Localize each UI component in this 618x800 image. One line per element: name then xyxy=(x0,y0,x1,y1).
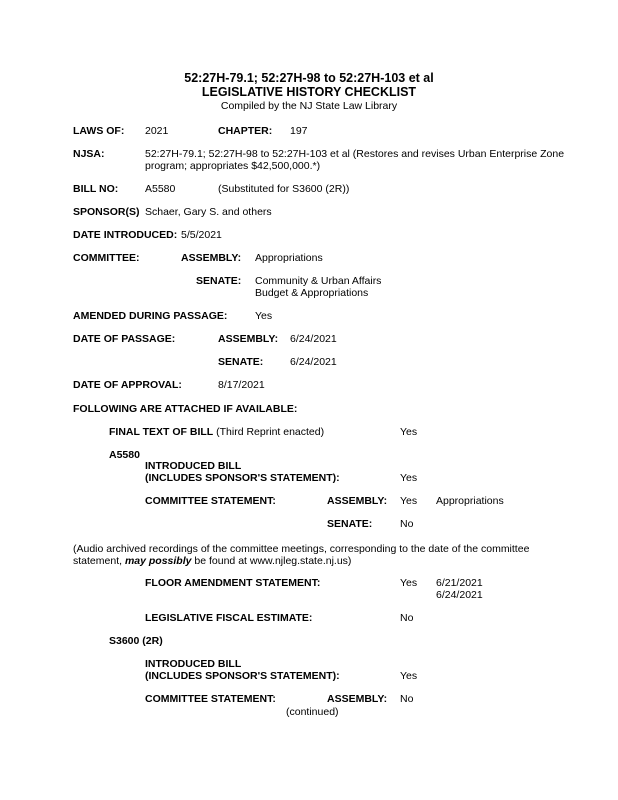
laws-of-value: 2021 xyxy=(145,125,169,137)
committee-assembly-value: Appropriations xyxy=(255,252,323,264)
attached-heading: FOLLOWING ARE ATTACHED IF AVAILABLE: xyxy=(73,403,298,415)
committee-assembly-label: ASSEMBLY: xyxy=(181,252,242,264)
a5580-assembly-value: Yes xyxy=(400,495,418,507)
committee-senate-value2: Budget & Appropriations xyxy=(255,287,369,299)
floor-amendment-date2: 6/24/2021 xyxy=(436,589,483,601)
a5580-bill-label: A5580 xyxy=(109,449,140,461)
chapter-value: 197 xyxy=(290,125,308,137)
amended-label: AMENDED DURING PASSAGE: xyxy=(73,310,228,322)
fiscal-estimate-label: LEGISLATIVE FISCAL ESTIMATE: xyxy=(145,612,313,624)
committee-senate-label: SENATE: xyxy=(196,275,242,287)
audio-note-line1: (Audio archived recordings of the committee meetings, corresponding to the date of the committee xyxy=(73,543,530,555)
continued-note: (continued) xyxy=(286,706,339,718)
date-introduced-label: DATE INTRODUCED: xyxy=(73,229,178,241)
compiled-by: Compiled by the NJ State Law Library xyxy=(220,100,398,112)
bill-no-value: A5580 xyxy=(145,183,176,195)
a5580-senate-label: SENATE: xyxy=(327,518,373,530)
date-of-approval-value: 8/17/2021 xyxy=(218,379,265,391)
njsa-line2: program; appropriates $42,500,000.*) xyxy=(145,160,321,172)
a5580-introduced-line2: (INCLUDES SPONSOR'S STATEMENT): xyxy=(145,472,340,484)
audio-note-line2 xyxy=(73,555,351,567)
document-title-line1: 52:27H-79.1; 52:27H-98 to 52:27H-103 et al xyxy=(184,71,434,85)
s3600-bill-label: S3600 (2R) xyxy=(109,635,163,647)
a5580-assembly-label: ASSEMBLY: xyxy=(327,495,388,507)
date-of-approval-label: DATE OF APPROVAL: xyxy=(73,379,182,391)
a5580-introduced-line1: INTRODUCED BILL xyxy=(145,460,242,472)
chapter-label: CHAPTER: xyxy=(218,125,273,137)
a5580-introduced-value: Yes xyxy=(400,472,418,484)
passage-senate-label: SENATE: xyxy=(218,356,264,368)
s3600-committee-label: COMMITTEE STATEMENT: xyxy=(145,693,276,705)
a5580-committee-label: COMMITTEE STATEMENT: xyxy=(145,495,276,507)
njsa-line1: 52:27H-79.1; 52:27H-98 to 52:27H-103 et al (Restores and revises Urban Enterprise Zone xyxy=(145,148,565,160)
amended-value: Yes xyxy=(255,310,273,322)
date-of-passage-label: DATE OF PASSAGE: xyxy=(73,333,176,345)
date-introduced-value: 5/5/2021 xyxy=(181,229,222,241)
final-text-row xyxy=(109,426,324,438)
final-text-label: FINAL TEXT OF BILL xyxy=(109,426,214,438)
s3600-introduced-line1: INTRODUCED BILL xyxy=(145,658,242,670)
fiscal-estimate-value: No xyxy=(400,612,414,624)
committee-label: COMMITTEE: xyxy=(73,252,140,264)
floor-amendment-label: FLOOR AMENDMENT STATEMENT: xyxy=(145,577,321,589)
njsa-label: NJSA: xyxy=(73,148,105,160)
bill-no-note: (Substituted for S3600 (2R)) xyxy=(218,183,350,195)
a5580-senate-value: No xyxy=(400,518,414,530)
final-text-value: Yes xyxy=(400,426,418,438)
committee-senate-value1: Community & Urban Affairs xyxy=(255,275,382,287)
bill-no-label: BILL NO: xyxy=(73,183,119,195)
audio-note-text-a: statement, xyxy=(73,555,125,567)
passage-senate-value: 6/24/2021 xyxy=(290,356,337,368)
document-title-line2: LEGISLATIVE HISTORY CHECKLIST xyxy=(201,85,417,99)
floor-amendment-value: Yes xyxy=(400,577,418,589)
passage-assembly-value: 6/24/2021 xyxy=(290,333,337,345)
s3600-assembly-value: No xyxy=(400,693,414,705)
audio-note-text-b: be found at www.njleg.state.nj.us) xyxy=(191,555,352,567)
s3600-introduced-line2: (INCLUDES SPONSOR'S STATEMENT): xyxy=(145,670,340,682)
s3600-assembly-label: ASSEMBLY: xyxy=(327,693,388,705)
a5580-assembly-note: Appropriations xyxy=(436,495,504,507)
sponsors-label: SPONSOR(S) xyxy=(73,206,140,218)
s3600-introduced-value: Yes xyxy=(400,670,418,682)
laws-of-label: LAWS OF: xyxy=(73,125,125,137)
audio-note-emphasis: may possibly xyxy=(124,555,192,567)
passage-assembly-label: ASSEMBLY: xyxy=(218,333,279,345)
sponsors-value: Schaer, Gary S. and others xyxy=(145,206,272,218)
final-text-note: (Third Reprint enacted) xyxy=(213,426,325,438)
floor-amendment-date1: 6/21/2021 xyxy=(436,577,483,589)
